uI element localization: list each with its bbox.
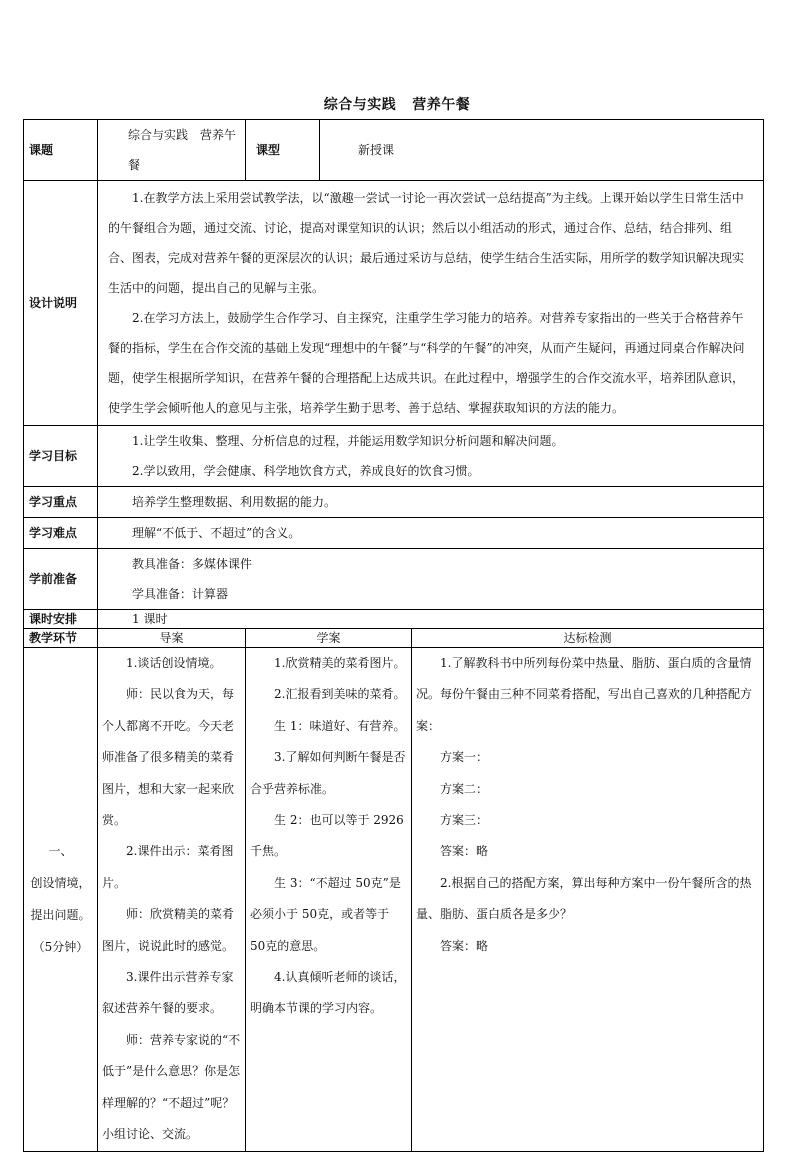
difficulty-label: 学习难点 [24,518,98,549]
difficulty-row [24,518,764,549]
stage1-cell [24,648,98,1152]
check-paragraph: 2.根据自己的搭配方案，算出每种方案中一份午餐所含的热量、脂肪、蛋白质各是多少？ [416,875,752,922]
guide-paragraph: 1.谈话创设情境。 [126,656,222,670]
check-paragraph: 方案一： [440,750,489,765]
prep-row [24,549,764,610]
stage1-check-cell [412,648,764,1152]
objectives-row [24,426,764,487]
objectives-label: 学习目标 [24,426,98,487]
design-label: 设计说明 [24,181,98,426]
column-check-header: 达标检测 [412,629,764,648]
column-guide-header: 导案 [98,629,246,648]
title-part2: 营养午餐 [412,97,471,113]
guide-paragraph: 2.课件出示：菜肴图片。 [102,844,234,890]
guide-paragraph: 3.课件出示营养专家叙述营养午餐的要求。 [102,970,234,1016]
stage1-row [24,648,764,1152]
schedule-value: 1 课时 [132,612,168,626]
study-paragraph: 生 1：味道好、有营养。 [274,718,406,733]
design-paragraph-1: 1.在教学方法上采用尝试教学法，以“激趣一尝试一讨论一再次尝试一总结提高”为主线。上课开始以学生日常生活中的午餐组合为题，通过交流、讨论，提高对课堂知识的认识；然后以小组活动的形式，通过合作、总结，结合排列、组合、图表，完成对营养午餐的更深层次的认识；最后通过采访与总结，使学生结合生活实际，用所学的数学知识解决现实生活中的问题，提出自己的见解与主张。 [108,191,745,295]
schedule-row [24,610,764,629]
course-value: 综合与实践 营养午餐 [98,120,246,181]
title-part1: 综合与实践 [323,97,397,113]
study-paragraph: 4.认真倾听老师的谈话，明确本节课的学习内容。 [250,970,406,1016]
study-paragraph: 3.了解如何判断午餐是否合乎营养标准。 [250,750,406,796]
design-row [24,181,764,426]
study-paragraph: 2.汇报看到美味的菜肴。 [274,687,406,702]
type-label: 课型 [246,120,320,181]
guide-paragraph: 师：营养专家说的“不低于”是什么意思？你是怎样理解的？“不超过”呢？小组讨论、交流。 [102,1032,241,1142]
key-point-label: 学习重点 [24,487,98,518]
columns-header-row [24,629,764,648]
prep-student: 学具准备：计算器 [132,587,229,601]
check-paragraph: 方案三： [440,813,489,828]
column-study-header: 学案 [246,629,412,648]
check-paragraph: 1.了解教科书中所列每份菜中热量、脂肪、蛋白质的含量情况。每份午餐由三种不同菜肴搭配，写出自己喜欢的几种搭配方案： [416,656,753,733]
course-label: 课题 [24,120,98,181]
column-stage-header: 教学环节 [24,629,98,648]
page-title [0,94,794,114]
objective-item: 2.学以致用，学会健康、科学地饮食方式，养成良好的饮食习惯。 [132,464,480,478]
key-point-value: 培养学生整理数据、利用数据的能力。 [132,495,337,509]
stage1-line: 一、 [48,844,73,859]
stage1-study-cell [246,648,412,1152]
guide-paragraph: 师：民以食为天，每个人都离不开吃。今天老师准备了很多精美的菜肴图片，想和大家一起来欣赏。 [102,687,235,828]
stage1-guide-cell [98,648,246,1152]
objective-item: 1.让学生收集、整理、分析信息的过程，并能运用数学知识分析问题和解决问题。 [132,434,564,448]
check-paragraph: 答案：略 [440,938,489,953]
type-value: 新授课 [320,120,764,181]
prep-teacher: 教具准备：多媒体课件 [132,557,253,571]
check-paragraph: 答案：略 [440,844,489,859]
check-paragraph: 方案二： [440,781,489,796]
stage1-line: 提出问题。 [30,908,91,923]
difficulty-value: 理解“不低于、不超过”的含义。 [132,526,301,540]
study-paragraph: 1.欣赏精美的菜肴图片。 [274,656,406,670]
schedule-label: 课时安排 [24,610,98,629]
study-paragraph: 生 2：也可以等于 2926 千焦。 [250,813,404,859]
stage1-line: 创设情境， [30,876,91,891]
study-paragraph: 生 3：“不超过 50克”是必须小于 50克，或者等于 50克的意思。 [250,875,401,953]
key-point-row [24,487,764,518]
design-paragraph-2: 2.在学习方法上，鼓励学生合作学习、自主探究，注重学生学习能力的培养。对营养专家指出的一些关于合格营养午餐的指标，学生在合作交流的基础上发现“理想中的午餐”与“科学的午餐”的冲突，从而产生疑问，再通过同桌合作解决问题，使学生根据所学知识，在营养午餐的合理搭配上达成共识。在此过程中，增强学生的合作交流水平，培养团队意识，使学生学会倾听他人的意见与主张，培养学生勤于思考、善于总结、掌握获取知识的方法的能力。 [108,311,745,415]
guide-paragraph: 师：欣赏精美的菜肴图片，说说此时的感觉。 [102,907,235,953]
course-row [24,120,764,181]
stage1-line: （5分钟） [32,940,89,955]
prep-label: 学前准备 [24,549,98,610]
lesson-plan-table [23,119,764,1152]
